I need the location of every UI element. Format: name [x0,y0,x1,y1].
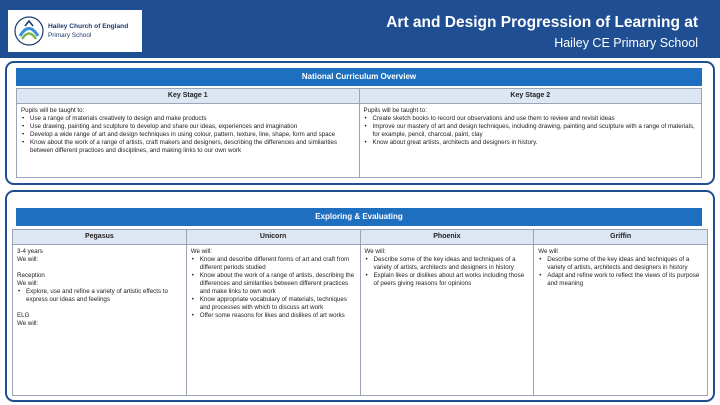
national-curriculum-panel [5,61,715,185]
list-item: • Know and describe different forms of art and craft from different periods studied [191,256,356,272]
exploring-evaluating-heading: Exploring & Evaluating [16,208,702,226]
list-item: • Know about the work of a range of artists, describing the differences and similarities between different practices and make links to own work [191,272,356,296]
unicorn-cell [186,245,360,396]
pegasus-reception-intro: We will: [17,280,39,287]
griffin-list [538,256,703,288]
list-item: • Offer some reasons for likes and dislikes of art works [191,312,356,320]
school-logo [8,10,142,52]
pegasus-age: 3-4 years [17,248,43,255]
ks1-list [21,115,355,155]
list-item: • Know about the work of a range of artists, craft makers and designers, describing the differences and similarities between different practices and disciplines, and making links to our own work [21,139,355,155]
phoenix-list [365,256,530,288]
ks2-list [364,115,698,147]
ks2-intro: Pupils will be taught to: [363,107,427,114]
unicorn-intro: We will: [190,248,212,255]
griffin-intro: We will [538,248,558,255]
header-banner [0,0,720,58]
unicorn-list [191,256,356,320]
phoenix-header: Phoenix [360,230,534,245]
page-title: Art and Design Progression of Learning at [386,14,698,31]
list-item: • Improve our mastery of art and design techniques, including drawing, painting and sculpture with a range of materials, for example, pencil, charcoal, paint, clay [364,123,698,139]
list-item: • Use a range of materials creatively to design and make products [21,115,355,123]
school-crest-icon [14,16,44,46]
pegasus-elg: ELG [17,312,30,319]
key-stage-table [16,88,702,178]
list-item: • Create sketch books to record our observations and use them to review and revisit ideas [364,115,698,123]
phoenix-cell [360,245,534,396]
list-item: • Explain likes or dislikes about art works including those of peers giving reasons for opinions [365,272,530,288]
list-item: • Describe some of the key ideas and techniques of a variety of artists, architects and designers in history [365,256,530,272]
griffin-cell [534,245,708,396]
pegasus-header: Pegasus [13,230,187,245]
list-item: • Adapt and refine work to reflect the views of its purpose and meaning [538,272,703,288]
pegasus-intro: We will: [17,256,39,263]
national-curriculum-heading: National Curriculum Overview [16,68,702,86]
class-progression-table [12,229,708,396]
pegasus-reception: Reception [17,272,45,279]
ks2-header: Key Stage 2 [359,89,702,104]
list-item: • Describe some of the key ideas and techniques of a variety of artists, architects and designers in history [538,256,703,272]
unicorn-header: Unicorn [186,230,360,245]
list-item: • Develop a wide range of art and design techniques in using colour, pattern, texture, line, shape, form and space [21,131,355,139]
ks2-cell [359,104,702,178]
ks1-header: Key Stage 1 [17,89,360,104]
ks1-cell [17,104,360,178]
phoenix-intro: We will: [364,248,386,255]
page-subtitle: Hailey CE Primary School [554,36,698,50]
list-item: • Explore, use and refine a variety of artistic effects to express our ideas and feelings [17,288,182,304]
exploring-evaluating-panel [5,190,715,402]
pegasus-cell [13,245,187,396]
logo-school-name: Hailey Church of England [48,23,129,30]
griffin-header: Griffin [534,230,708,245]
list-item: • Use drawing, painting and sculpture to develop and share our ideas, experiences and imagination [21,123,355,131]
logo-school-type: Primary School [48,32,92,39]
pegasus-elg-intro: We will: [17,320,39,327]
ks1-intro: Pupils will be taught to: [21,107,85,114]
pegasus-list [17,288,182,304]
list-item: • Know about great artists, architects and designers in history. [364,139,698,147]
list-item: • Know appropriate vocabulary of materials, techniques and processes with which to discuss art work [191,296,356,312]
